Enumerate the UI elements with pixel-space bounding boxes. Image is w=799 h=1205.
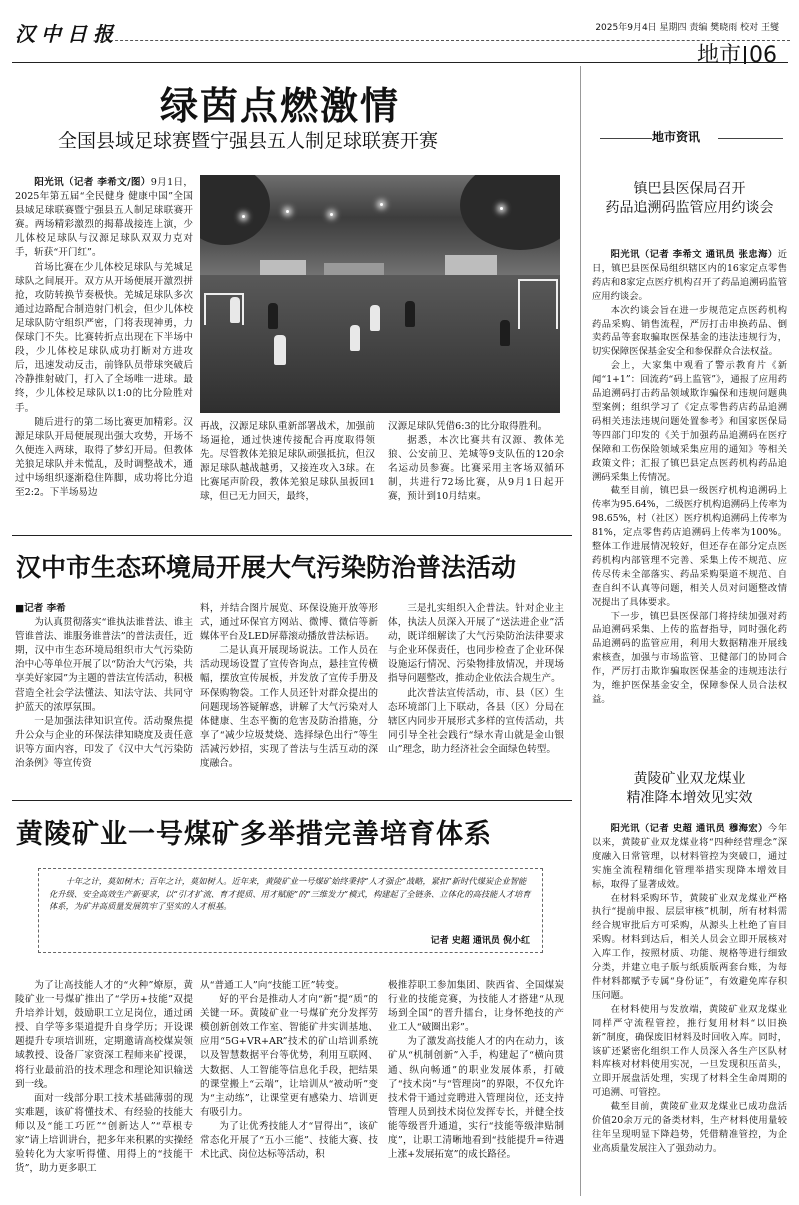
header-divider [100, 40, 790, 41]
sidebar-paragraph: 会上，大家集中观看了警示教育片《新闻“1+1”：回流药“码上监管”》，通报了应用药品追溯码打击药品领域欺诈骗保和违规问题典型案例；组织学习了《定点零售药店药品追溯码相关违法违规问题处置参考》和国家医保局等四部门印发的《关于加强药品追溯码在医疗保障和工伤保险领域采集应用的通知》等相关政策文件；汇报了镇巴县定点医药机构药品追溯码采集上传情况。 [592, 360, 787, 483]
story2-paragraph: 一是加强法律知识宣传。活动聚焦提升公众与企业的环保法律知晓度及责任意识等方面内容，印发了《汉中大气污染防治条例》等宣传资 [15, 715, 193, 770]
sidebar-paragraph: 在材料使用与发放端，黄陵矿业双龙煤业同样严守流程管控，推行复用材料“以旧换新”制度，确保废旧材料及时回收入库。同时，该矿还紧密化组织工作人员深入各生产区队材料库核对材料使用实况，一旦发现积压苗头，立即开展盘活处理，实现了材料全生命周期的可追溯、可管控。 [592, 1003, 787, 1099]
story3-column-2 [200, 979, 378, 1162]
story1-column-3 [388, 420, 564, 505]
newspaper-masthead: 汉中日报 [15, 22, 119, 46]
sidebar-article1-title-line2: 药品追溯码监管应用约谈会 [605, 200, 774, 216]
story3-reporter: 记者 史超 通讯员 倪小红 [430, 936, 530, 946]
story3-paragraph: 从“普通工人”向“技能工匠”转变。 [200, 980, 345, 991]
story3-intro-box [38, 868, 543, 953]
story2-byline: ■记者 李希 [15, 603, 66, 614]
sidebar-article2-title-line2: 精准降本增效见实效 [626, 790, 753, 806]
story3-paragraph: 面对一线部分职工技术基础薄弱的现实难题，该矿将懂技术、有经验的技能大师以及“能工巧匠”“创新达人”“草根专家”请上培训讲台，把多年来积累的实操经验转化为大家听得懂、用得上的“技能干货”，助力更多职工 [15, 1092, 193, 1175]
story3-paragraph: 好的平台是推动人才向“新”提“质”的关键一环。黄陵矿业一号煤矿充分发挥劳模创新创效工作室、智能矿井实训基地、应用“5G+VR+AR”技术的矿山培训系统以及智慧数据平台等优势，利用互联网、大数据、人工智能等信息化手段，把结果的课堂搬上“云端”，让培训从“被动听”变为“主动练”，让课堂更有感染力、培训更有吸引力。 [200, 994, 378, 1118]
story2-paragraph: 三是扎实组织入企普法。针对企业主体，执法人员深入开展了“送法进企业”活动，既详细解读了大气污染防治法律要求与企业环保责任，也同步检查了企业环保设施运行情况、污染物排放情况，并现场指导问题整改，推动企业依法合规生产。 [388, 603, 564, 685]
section-name: 地市 [696, 43, 741, 68]
football-match-photo [200, 175, 560, 413]
story3-intro: 十年之计，莫如树木；百年之计，莫如树人。近年来，黄陵矿业一号煤矿始终秉持“人才强企”战略，紧扣“新时代煤炭企业智能化升级、安全高效生产新要求，以“引才扩流、育才提质、用才赋能”的“三维发力”模式，构建起了全链条、立体化的高技能人才培育体系，为矿井高质量发展筑牢了坚实的人才根基。 [49, 876, 531, 911]
sidebar-article2-body [592, 822, 787, 1156]
story3-column-3 [388, 979, 564, 1162]
header-rule [12, 62, 788, 63]
sidebar-label-rule-left [600, 138, 652, 139]
story1-paragraph: 再战，汉源足球队重新部署战术，加强前场逼抢，通过快速传接配合再度取得领先。尽管教体羌狼足球队顽强抵抗，但汉源足球队越战越勇，又接连攻入3球。在比赛尾声阶段，教体羌狼足球队虽扳回1球，但已无力回天，最终， [200, 421, 375, 503]
story1-column-2 [200, 420, 375, 505]
sidebar-paragraph: 近日，镇巴县医保局组织辖区内的16家定点零售药店和8家定点医疗机构召开了药品追溯码监管应用约谈会。 [592, 249, 787, 302]
story1-paragraph: 首场比赛在少儿体校足球队与羌城足球队之间展开。双方从开场便展开激烈拼抢，攻防转换节奏极快。羌城足球队多次通过边路配合制造射门机会，但少儿体校足球队防守组织严密，门将表现神勇，力保球门不失。比赛转折点出现在下半场中段，少儿体校足球队成功打断对方进攻后，迅速发动反击，前锋队员带球突破后冷静推射破门，打入了全场唯一进球。最终，少儿体校足球队以1:0的比分险胜对手。 [15, 261, 193, 414]
sidebar-label: 地市资讯 [652, 130, 701, 144]
sidebar-article1-title [592, 180, 787, 218]
sidebar-paragraph: 下一步，镇巴县医保部门将持续加强对药品追溯码采集、上传的监督指导，同时强化药品追溯码的监管应用，利用大数据精准开展线索核查，加强与市场监管、卫健部门的协同合作，严厉打击欺诈骗取医保基金的违规违法行为，维护医保基金安全，保障参保人员合法权益。 [592, 610, 787, 705]
story1-subtitle: 全国县域足球赛暨宁强县五人制足球联赛开赛 [58, 130, 439, 152]
sidebar-label-rule-right [718, 138, 783, 139]
story1-column-1 [15, 176, 193, 500]
sidebar-article2-title-line1: 黄陵矿业双龙煤业 [633, 771, 746, 787]
story3-paragraph: 为了激发高技能人才的内在动力，该矿从“机制创新”入手，构建起了“横向贯通、纵向畅通”的职业发展体系，打破了“技术岗”与“管理岗”的界限，不仅允许技术骨干通过竞聘进入管理岗位，还支持管理人员到技术岗位发挥专长，并健全技能等级晋升通道，实行“技能等级津贴制度”，让职工清晰地看到“技能提升=待遇上涨+发展拓宽”的成长路径。 [388, 1036, 564, 1161]
story1-paragraph: 随后进行的第二场比赛更加精彩。汉源足球队开局便展现出强大攻势，开场不久便连入两球，取得了梦幻开局。但教体羌狼足球队并未慌乱，及时调整战术，通过中场组织逐渐稳住阵脚，成功将比分追至2:2。下半场易边 [15, 416, 193, 499]
story3-column-1 [15, 979, 193, 1176]
story1-title: 绿茵点燃激情 [160, 84, 401, 128]
story-divider [12, 535, 572, 536]
story1-paragraph: 据悉，本次比赛共有汉源、教体羌狼、公安前卫、羌城等9支队伍的120余名运动员参赛。比赛采用主客场双循环制，共进行72场比赛，从9月1日起开赛，预计到10月结束。 [388, 435, 564, 503]
issue-info: 2025年9月4日 星期四 责编 樊晓雨 校对 王燮 [595, 23, 779, 33]
story1-paragraph: 9月1日，2025年第五届“全民健身 健康中国”全国县域足球联赛暨宁强县五人制足球联赛开赛。两场精彩激烈的揭幕战接连上演，少儿体校足球队与汉源足球队双双力克对手，斩获“开门红”。 [15, 177, 194, 259]
story1-paragraph: 汉源足球队凭借6:3的比分取得胜利。 [388, 421, 548, 432]
story2-paragraph: 此次普法宣传活动，市、县（区）生态环境部门上下联动，各县（区）分局在辖区内同步开展形式多样的宣传活动，共同引导全社会践行“绿水青山就是金山银山”理念，助力经济社会全面绿色转型。 [388, 687, 564, 755]
sidebar-article2-title [592, 770, 787, 808]
story2-column-3 [388, 602, 564, 757]
section-label [697, 38, 777, 69]
sidebar-article2-byline: 阳光讯（记者 史超 通讯员 穆海宏） [610, 823, 768, 834]
story-divider [12, 800, 572, 801]
story3-title: 黄陵矿业一号煤矿多举措完善培育体系 [16, 819, 492, 850]
sidebar-paragraph: 在材料采购环节，黄陵矿业双龙煤业严格执行“提前申报、层层审核”机制，所有材料需经合规审批后方可采购，从源头上杜绝了盲目采购。材料到达后，相关人员会立即开展核对入库工作，按照材质、功能、规格等进行细致分类，并建立电子版与纸质版两套台账，为每件材料都赋予专属“身份证”，有效避免库存积压问题。 [592, 892, 787, 1001]
sidebar-divider [580, 66, 581, 1196]
story2-paragraph: 料，并结合图片展览、环保设施开放等形式，通过环保官方网站、微博、微信等新媒体平台及LED屏幕滚动播放普法标语。 [200, 603, 378, 643]
story3-paragraph: 极推荐职工参加集团、陕西省、全国煤炭行业的技能竞赛，为技能人才搭建“从现场到全国”的晋升擂台，让身怀绝技的产业工人“破圈出彩”。 [388, 980, 564, 1034]
story2-column-1 [15, 602, 193, 771]
sidebar-article1-byline: 阳光讯（记者 李希文 通讯员 张忠海） [610, 249, 778, 260]
page-number: 06 [749, 43, 777, 68]
story3-paragraph: 为了让优秀技能人才“冒得出”，该矿常态化开展了“五小三能”、技能大赛、技术比武、岗位达标等活动，积 [200, 1120, 378, 1161]
sidebar-paragraph: 今年以来，黄陵矿业双龙煤业将“四种经营理念”深度融入日常管理，以材料管控为突破口，通过实施全流程精细化管理举措实现降本增效目标，取得了显著成效。 [592, 823, 787, 890]
sidebar-paragraph: 截至目前，黄陵矿业双龙煤业已成功盘活价值20余万元的备类材料，生产材料使用量较往年呈现明显下降趋势，凭借精准管控，为企业高质量发展注入了强劲动力。 [592, 1101, 787, 1154]
story3-paragraph: 为了让高技能人才的“火种”燎原，黄陵矿业一号煤矿推出了“学历+技能”双提升培养计划，鼓励职工立足岗位，通过函授、自学等多渠道提升自身学历；开设课题提升专项培训班，定期邀请高校煤炭领域教授、设备厂家资深工程师来矿授课，将行业最前沿的技术理念和理论知识输送到一线。 [15, 980, 193, 1090]
story2-paragraph: 为认真贯彻落实“谁执法谁普法、谁主管谁普法、谁服务谁普法”的普法责任，近期，汉中市生态环境局组织市大气污染防治中心等单位开展了以“防治大气污染，共享美好家园”为主题的普法宣传活动，积极营造全社会学法懂法、知法守法、共同守护蓝天的浓厚氛围。 [15, 617, 193, 713]
sidebar-paragraph: 截至目前，镇巴县一级医疗机构追溯码上传率为95.64%，二级医疗机构追溯码上传率为98.65%，村（社区）医疗机构追溯码上传率为81%，定点零售药店追溯码上传率为100%。整体工作进展情况较好，但还存在部分定点医药机构内部管理不完善、采集上传不规范、应传尽传未全部落实、药品采购渠道不规范、自查自纠不认真等问题，相关人员对问题整改情况提出了具体要求。 [592, 485, 787, 608]
sidebar-article1-title-line1: 镇巴县医保局召开 [633, 181, 746, 197]
story1-byline: 阳光讯（记者 李希文/图） [34, 177, 151, 188]
story2-paragraph: 二是认真开展现场说法。工作人员在活动现场设置了宣传咨询点，悬挂宣传横幅，摆放宣传展板，并发放了宣传手册及环保购物袋。工作人员还针对群众提出的问题现场答疑解惑，讲解了大气污染对人体健康、生态平衡的危害及防治措施，分享了“减少垃圾焚烧、选择绿色出行”等生活减污妙招，实现了普法与生活互动的深度融合。 [200, 645, 378, 770]
story2-column-2 [200, 602, 378, 771]
story2-title: 汉中市生态环境局开展大气污染防治普法活动 [16, 553, 517, 582]
sidebar-paragraph: 本次约谈会旨在进一步规范定点医药机构药品采购、销售流程，严厉打击串换药品、倒卖药品等套取骗取医保基金的违法违规行为，切实保障医保基金安全和参保群众合法权益。 [592, 304, 787, 358]
sidebar-article1-body [592, 248, 787, 707]
